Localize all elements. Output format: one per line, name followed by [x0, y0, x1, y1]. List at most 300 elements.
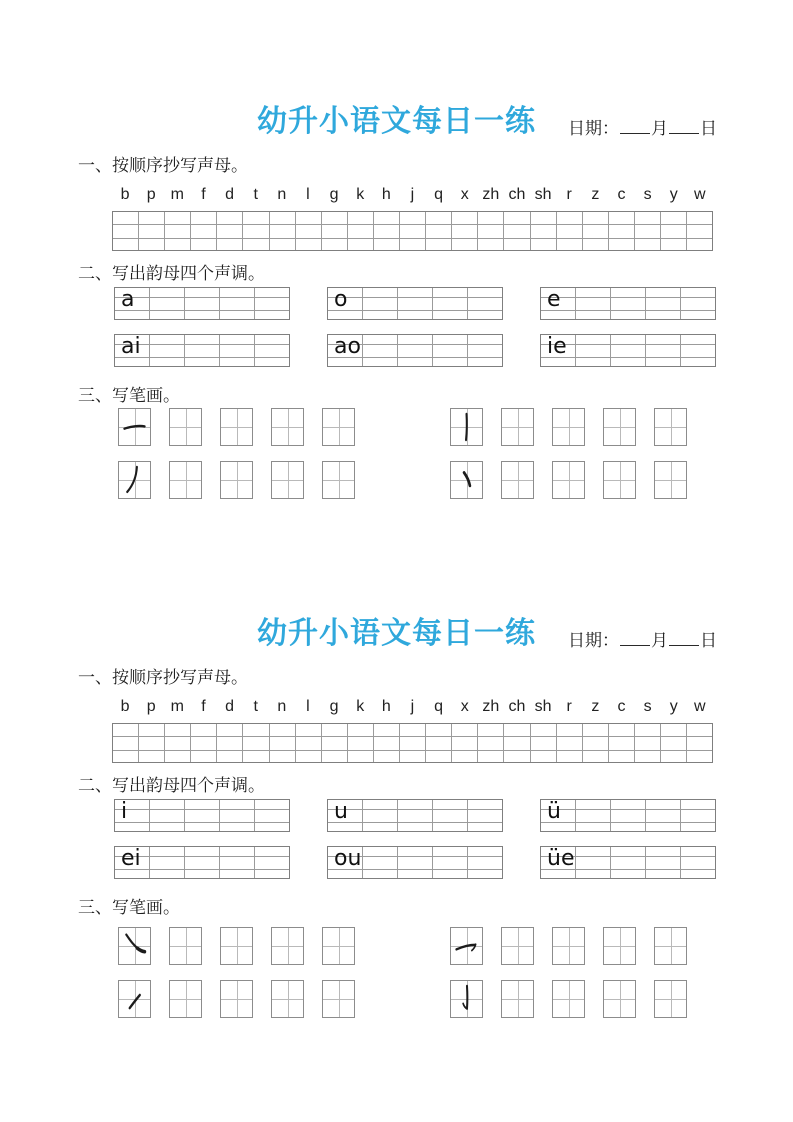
tian-box	[603, 927, 636, 965]
writing-grid-cell	[425, 724, 451, 736]
vowel-grid	[327, 287, 503, 320]
writing-grid-cell	[149, 345, 184, 357]
stroke-henggou-icon	[452, 929, 481, 963]
stroke-shugou-icon	[452, 982, 481, 1016]
writing-grid-cell	[138, 724, 164, 736]
writing-grid-cell	[575, 810, 610, 822]
writing-grid-row	[115, 822, 289, 831]
pinyin-letter: p	[146, 698, 156, 715]
tian-box	[450, 461, 483, 499]
writing-grid-cell	[634, 724, 660, 736]
writing-grid-cell	[660, 737, 686, 750]
writing-grid-cell	[269, 737, 295, 750]
writing-grid-cell	[477, 751, 503, 762]
writing-grid-cell	[149, 870, 184, 878]
writing-grid-cell	[582, 225, 608, 238]
tian-box	[552, 980, 585, 1018]
writing-grid-cell	[362, 870, 397, 878]
writing-grid-row	[541, 822, 715, 831]
writing-grid-cell	[610, 311, 645, 319]
writing-grid-row	[115, 288, 289, 297]
writing-grid-cell	[295, 751, 321, 762]
writing-grid-cell	[477, 724, 503, 736]
worksheet-title: 幼升小语文每日一练	[257, 105, 536, 139]
writing-grid-row	[113, 724, 712, 736]
writing-grid-cell	[242, 737, 268, 750]
pinyin-letter: f	[201, 186, 206, 203]
stroke-dian-icon	[452, 463, 481, 497]
writing-grid-cell	[269, 751, 295, 762]
writing-grid-cell	[295, 724, 321, 736]
tian-box	[603, 408, 636, 446]
writing-grid-cell	[164, 225, 190, 238]
writing-grid-cell	[399, 737, 425, 750]
pinyin-letter: f	[201, 698, 206, 715]
writing-grid-cell	[634, 751, 660, 762]
initials-writing-grid	[112, 211, 713, 251]
pinyin-letter: z	[591, 698, 600, 715]
day-blank	[669, 117, 699, 134]
writing-grid-cell	[242, 212, 268, 224]
writing-grid-cell	[362, 800, 397, 809]
writing-grid-cell	[373, 212, 399, 224]
initials-letter-row	[112, 698, 713, 716]
writing-grid-cell	[397, 847, 432, 856]
writing-grid-cell	[254, 298, 289, 310]
writing-grid-cell	[432, 810, 467, 822]
tian-box	[552, 408, 585, 446]
writing-grid-cell	[373, 724, 399, 736]
writing-grid-cell	[219, 870, 254, 878]
writing-grid-cell	[610, 857, 645, 869]
tian-box	[322, 408, 355, 446]
vowel-writing-grid	[114, 799, 290, 832]
writing-grid-cell	[219, 800, 254, 809]
writing-grid-cell	[645, 810, 680, 822]
month-label: 月	[651, 631, 668, 650]
writing-grid-cell	[582, 737, 608, 750]
writing-grid-cell	[686, 737, 712, 750]
writing-grid-cell	[254, 335, 289, 344]
tian-box	[169, 408, 202, 446]
section2-heading: 二、写出韵母四个声调。	[78, 264, 265, 283]
pinyin-letter: k	[356, 698, 365, 715]
writing-grid-cell	[347, 737, 373, 750]
writing-grid-cell	[254, 823, 289, 831]
writing-grid-cell	[432, 288, 467, 297]
tian-box	[271, 980, 304, 1018]
writing-grid-cell	[432, 298, 467, 310]
writing-grid-cell	[113, 239, 138, 250]
writing-grid-cell	[254, 358, 289, 366]
writing-grid-cell	[686, 225, 712, 238]
writing-grid-cell	[347, 724, 373, 736]
vowel-grid-row	[114, 846, 716, 879]
writing-grid-cell	[610, 288, 645, 297]
writing-grid-cell	[184, 823, 219, 831]
section1-heading: 一、按顺序抄写声母。	[78, 668, 248, 687]
writing-grid-cell	[432, 870, 467, 878]
tian-box	[654, 927, 687, 965]
writing-grid-cell	[373, 751, 399, 762]
writing-grid-cell	[467, 335, 502, 344]
writing-grid-cell	[321, 212, 347, 224]
tian-box	[501, 927, 534, 965]
pinyin-letter: c	[617, 186, 626, 203]
writing-grid-cell	[425, 225, 451, 238]
writing-grid-cell	[686, 724, 712, 736]
stroke-na-icon	[120, 929, 149, 963]
writing-grid-cell	[254, 857, 289, 869]
writing-grid-row	[115, 869, 289, 878]
tian-box	[654, 461, 687, 499]
vowel-writing-grid	[327, 799, 503, 832]
section3-heading: 三、写笔画。	[78, 386, 180, 405]
writing-grid-cell	[399, 751, 425, 762]
writing-grid-cell	[216, 225, 242, 238]
writing-grid-row	[113, 736, 712, 750]
writing-grid-cell	[149, 857, 184, 869]
writing-grid-row	[541, 297, 715, 310]
tian-box	[118, 980, 151, 1018]
writing-grid-cell	[608, 751, 634, 762]
writing-grid-cell	[219, 345, 254, 357]
writing-grid-cell	[645, 857, 680, 869]
writing-grid-cell	[608, 225, 634, 238]
writing-grid-cell	[397, 345, 432, 357]
writing-grid-cell	[149, 288, 184, 297]
writing-grid-cell	[397, 298, 432, 310]
worksheet-title: 幼升小语文每日一练	[257, 617, 536, 651]
writing-grid-cell	[610, 345, 645, 357]
vowel-grid	[327, 799, 503, 832]
pinyin-letter: zh	[482, 186, 500, 203]
writing-grid-cell	[686, 212, 712, 224]
writing-grid-cell	[184, 857, 219, 869]
writing-grid-cell	[425, 239, 451, 250]
writing-grid-cell	[645, 288, 680, 297]
vowel-label: o	[334, 287, 348, 312]
writing-grid-cell	[680, 847, 715, 856]
vowel-writing-grid	[540, 287, 716, 320]
writing-grid-cell	[373, 225, 399, 238]
writing-grid-cell	[608, 737, 634, 750]
writing-grid-cell	[397, 288, 432, 297]
writing-grid-cell	[432, 311, 467, 319]
vowel-grid	[540, 287, 716, 320]
pinyin-letter: y	[669, 186, 678, 203]
writing-grid-cell	[680, 288, 715, 297]
writing-grid-cell	[660, 751, 686, 762]
tian-box	[654, 980, 687, 1018]
writing-grid-cell	[164, 239, 190, 250]
stroke-practice-row	[118, 408, 687, 446]
writing-grid-cell	[373, 239, 399, 250]
writing-grid-cell	[680, 800, 715, 809]
month-blank	[620, 117, 650, 134]
initials-writing-grid	[112, 723, 713, 763]
section3-heading: 三、写笔画。	[78, 898, 180, 917]
writing-grid-cell	[660, 724, 686, 736]
writing-grid-cell	[295, 239, 321, 250]
tian-box	[322, 980, 355, 1018]
vowel-grid-row	[114, 334, 716, 367]
writing-grid-cell	[164, 724, 190, 736]
writing-grid-cell	[269, 239, 295, 250]
writing-grid-row	[113, 212, 712, 224]
writing-grid-cell	[113, 225, 138, 238]
writing-grid-cell	[467, 311, 502, 319]
vowel-writing-grid	[540, 799, 716, 832]
tian-box	[322, 927, 355, 965]
writing-grid-cell	[467, 847, 502, 856]
writing-grid-cell	[397, 857, 432, 869]
pinyin-letter: m	[170, 186, 184, 203]
pinyin-letter: j	[410, 186, 415, 203]
pinyin-letter: k	[356, 186, 365, 203]
month-blank	[620, 629, 650, 646]
writing-grid-cell	[138, 225, 164, 238]
pinyin-letter: ch	[508, 698, 526, 715]
pinyin-letter: b	[120, 698, 130, 715]
section1-heading: 一、按顺序抄写声母。	[78, 156, 248, 175]
writing-grid-row	[115, 310, 289, 319]
writing-grid-cell	[164, 212, 190, 224]
writing-grid-cell	[645, 823, 680, 831]
writing-grid-cell	[575, 335, 610, 344]
stroke-box-group	[450, 461, 687, 499]
writing-grid-cell	[477, 212, 503, 224]
writing-grid-cell	[164, 751, 190, 762]
writing-grid-cell	[451, 212, 477, 224]
writing-grid-cell	[556, 751, 582, 762]
writing-grid-cell	[556, 239, 582, 250]
vowel-grid	[540, 846, 716, 879]
writing-grid-cell	[645, 311, 680, 319]
writing-grid-cell	[610, 358, 645, 366]
writing-grid-cell	[451, 737, 477, 750]
writing-grid-row	[328, 288, 502, 297]
tian-box	[169, 461, 202, 499]
writing-grid-cell	[645, 358, 680, 366]
writing-grid-cell	[503, 225, 529, 238]
writing-grid-cell	[399, 212, 425, 224]
tian-box	[501, 461, 534, 499]
pinyin-letter: g	[329, 186, 339, 203]
pinyin-letter: l	[306, 186, 310, 203]
tian-box	[118, 408, 151, 446]
writing-grid-cell	[362, 358, 397, 366]
writing-grid-cell	[530, 212, 556, 224]
pinyin-letter: sh	[534, 186, 552, 203]
tian-box	[450, 927, 483, 965]
writing-grid-cell	[467, 345, 502, 357]
writing-grid-cell	[397, 870, 432, 878]
writing-grid-cell	[362, 345, 397, 357]
pinyin-letter: h	[381, 186, 391, 203]
writing-grid-cell	[467, 810, 502, 822]
writing-grid-cell	[634, 737, 660, 750]
vowel-grid-row	[114, 287, 716, 320]
vowel-grid	[540, 799, 716, 832]
pinyin-letter: m	[170, 698, 184, 715]
writing-grid-cell	[432, 823, 467, 831]
writing-grid-cell	[190, 751, 216, 762]
vowel-grid	[114, 846, 290, 879]
writing-grid-cell	[503, 239, 529, 250]
writing-grid-cell	[610, 823, 645, 831]
tian-box	[118, 461, 151, 499]
stroke-box-group	[118, 980, 355, 1018]
writing-grid-row	[113, 224, 712, 238]
writing-grid-cell	[362, 857, 397, 869]
tian-box	[220, 980, 253, 1018]
writing-grid-cell	[556, 724, 582, 736]
tian-box	[501, 980, 534, 1018]
writing-grid-cell	[138, 239, 164, 250]
writing-grid-cell	[575, 311, 610, 319]
worksheet-page-1	[0, 0, 793, 512]
writing-grid-cell	[184, 800, 219, 809]
writing-grid-cell	[530, 225, 556, 238]
writing-grid-cell	[610, 810, 645, 822]
writing-grid-cell	[660, 212, 686, 224]
writing-grid-row	[541, 809, 715, 822]
vowel-grid	[114, 334, 290, 367]
stroke-box-group	[450, 408, 687, 446]
pinyin-letter: z	[591, 186, 600, 203]
writing-grid-cell	[216, 239, 242, 250]
writing-grid-cell	[149, 823, 184, 831]
writing-grid-cell	[477, 225, 503, 238]
writing-grid-cell	[680, 358, 715, 366]
writing-grid-cell	[149, 298, 184, 310]
writing-grid-row	[113, 238, 712, 250]
writing-grid-cell	[610, 870, 645, 878]
writing-grid-cell	[184, 345, 219, 357]
writing-grid-row	[115, 856, 289, 869]
pinyin-letter: d	[225, 698, 235, 715]
writing-grid-cell	[582, 212, 608, 224]
writing-grid-cell	[254, 311, 289, 319]
writing-grid-row	[115, 297, 289, 310]
writing-grid-row	[328, 310, 502, 319]
writing-grid-cell	[138, 751, 164, 762]
pinyin-letter: q	[434, 186, 444, 203]
pinyin-letter: l	[306, 698, 310, 715]
pinyin-letter: t	[253, 698, 258, 715]
writing-grid-cell	[216, 212, 242, 224]
vowel-writing-grid	[327, 287, 503, 320]
writing-grid-cell	[184, 870, 219, 878]
tian-box	[450, 980, 483, 1018]
writing-grid-cell	[451, 751, 477, 762]
vowel-label: ao	[334, 334, 361, 359]
writing-grid-cell	[216, 724, 242, 736]
writing-grid-cell	[432, 857, 467, 869]
tian-box	[220, 408, 253, 446]
pinyin-letter: r	[566, 186, 572, 203]
stroke-ti-icon	[120, 982, 149, 1016]
writing-grid-cell	[432, 800, 467, 809]
writing-grid-cell	[467, 298, 502, 310]
writing-grid-cell	[254, 810, 289, 822]
writing-grid-cell	[432, 345, 467, 357]
writing-grid-cell	[269, 212, 295, 224]
writing-grid-cell	[397, 311, 432, 319]
writing-grid-cell	[184, 335, 219, 344]
date-line	[568, 114, 717, 139]
writing-grid-cell	[556, 737, 582, 750]
writing-grid-cell	[254, 288, 289, 297]
pinyin-letter: sh	[534, 698, 552, 715]
writing-grid-cell	[425, 737, 451, 750]
tian-box	[271, 927, 304, 965]
writing-grid-row	[541, 288, 715, 297]
day-label: 日	[700, 631, 717, 650]
writing-grid-cell	[242, 239, 268, 250]
tian-box	[220, 927, 253, 965]
writing-grid-row	[541, 310, 715, 319]
writing-grid-cell	[686, 239, 712, 250]
writing-grid-cell	[660, 225, 686, 238]
pinyin-letter: s	[643, 186, 652, 203]
day-label: 日	[700, 119, 717, 138]
writing-grid-cell	[219, 847, 254, 856]
writing-grid-cell	[113, 212, 138, 224]
writing-grid-cell	[184, 810, 219, 822]
writing-grid-cell	[362, 288, 397, 297]
pinyin-letter: s	[643, 698, 652, 715]
tian-box	[118, 927, 151, 965]
writing-grid-cell	[254, 870, 289, 878]
writing-grid-row	[115, 335, 289, 344]
tian-box	[271, 461, 304, 499]
writing-grid-cell	[138, 737, 164, 750]
pinyin-letter: t	[253, 186, 258, 203]
writing-grid-cell	[645, 335, 680, 344]
writing-grid-cell	[219, 358, 254, 366]
writing-grid-cell	[467, 358, 502, 366]
writing-grid-cell	[190, 737, 216, 750]
writing-grid-cell	[575, 298, 610, 310]
writing-grid-cell	[321, 225, 347, 238]
writing-grid-cell	[347, 751, 373, 762]
writing-grid-row	[113, 750, 712, 762]
writing-grid-cell	[680, 345, 715, 357]
stroke-heng-icon	[120, 410, 149, 444]
writing-grid-cell	[432, 847, 467, 856]
writing-grid-cell	[467, 823, 502, 831]
writing-grid-cell	[432, 358, 467, 366]
writing-grid-cell	[347, 212, 373, 224]
writing-grid-cell	[219, 823, 254, 831]
date-line	[568, 626, 717, 651]
tian-box	[603, 980, 636, 1018]
writing-grid-cell	[219, 311, 254, 319]
writing-grid-cell	[451, 239, 477, 250]
pinyin-letter: ch	[508, 186, 526, 203]
writing-grid-cell	[397, 358, 432, 366]
writing-grid-cell	[190, 225, 216, 238]
writing-grid-cell	[269, 724, 295, 736]
writing-grid-cell	[164, 737, 190, 750]
writing-grid-cell	[219, 298, 254, 310]
pinyin-letter: n	[277, 186, 287, 203]
writing-grid-cell	[295, 225, 321, 238]
writing-grid-cell	[556, 212, 582, 224]
writing-grid-cell	[503, 724, 529, 736]
